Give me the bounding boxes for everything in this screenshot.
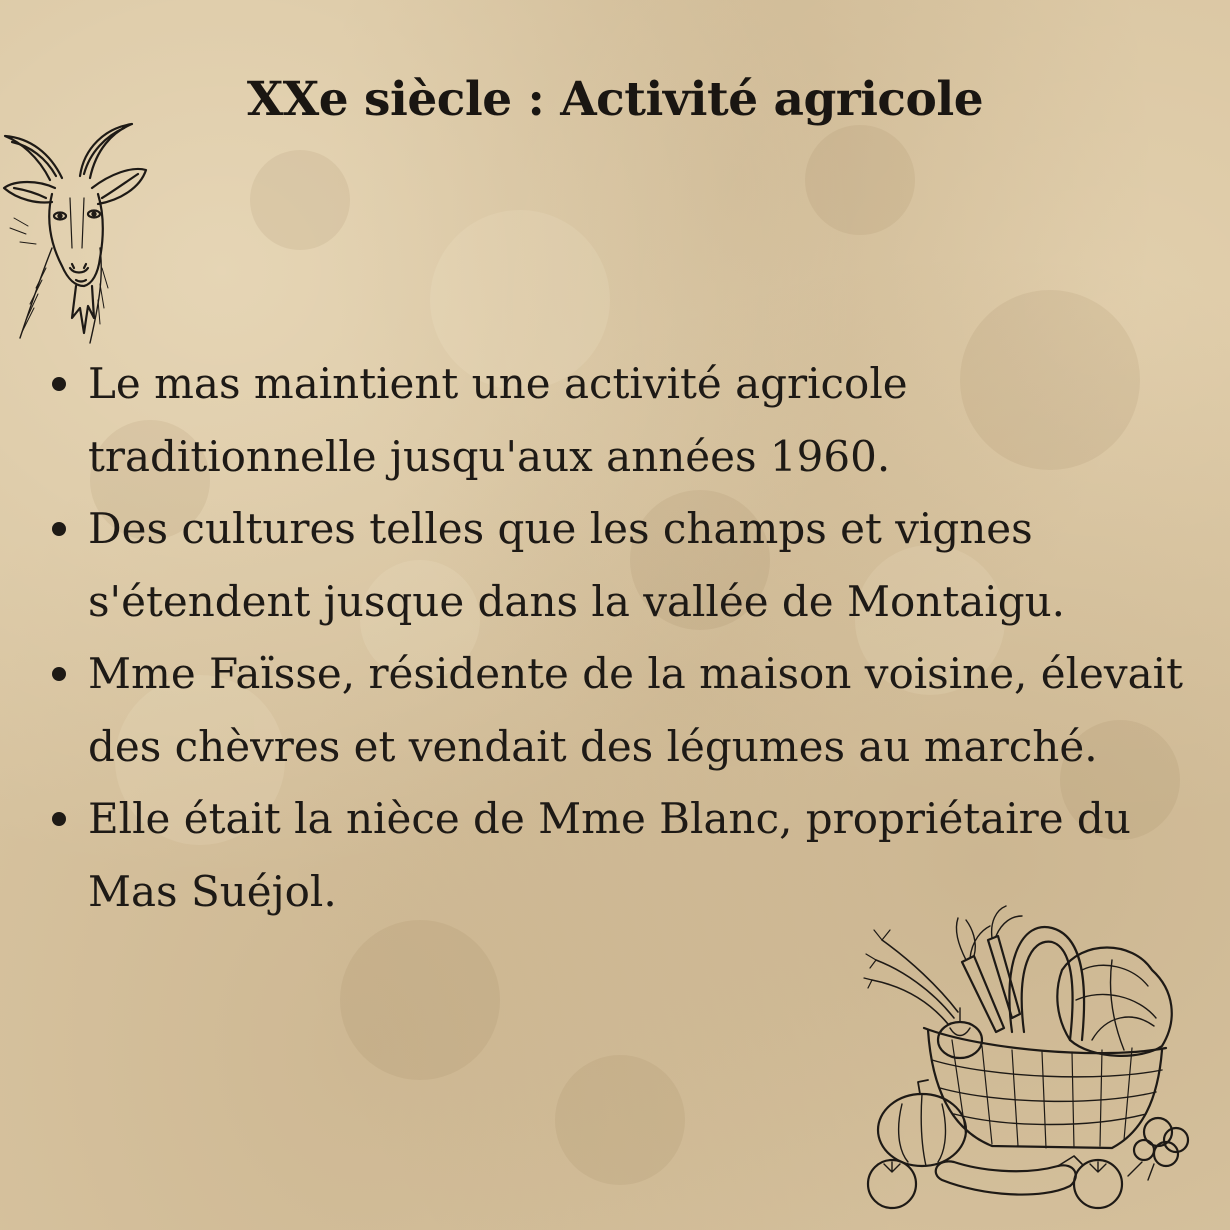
- goat-head-icon: [0, 118, 160, 348]
- bullet-point: [52, 522, 66, 536]
- bullet-point: [52, 377, 66, 391]
- list-item: [48, 638, 1208, 783]
- list-item: [48, 493, 1208, 638]
- bullet-text: Le mas maintient une activité agricole traditionnelle jusqu'aux années 1960.: [88, 359, 908, 481]
- list-item: [48, 348, 1208, 493]
- bullet-list: [48, 348, 1208, 928]
- bullet-text: Elle était la nièce de Mme Blanc, propriétaire du Mas Suéjol.: [88, 794, 1131, 916]
- bullet-text: Des cultures telles que les champs et vignes s'étendent jusque dans la vallée de Montaigu.: [88, 504, 1065, 626]
- page-title: XXe siècle : Activité agricole: [246, 72, 984, 127]
- bullet-point: [52, 667, 66, 681]
- bullet-text: Mme Faïsse, résidente de la maison voisine, élevait des chèvres et vendait des légumes au marché.: [88, 649, 1183, 771]
- bullet-point: [52, 812, 66, 826]
- vegetable-basket-icon: [862, 900, 1192, 1220]
